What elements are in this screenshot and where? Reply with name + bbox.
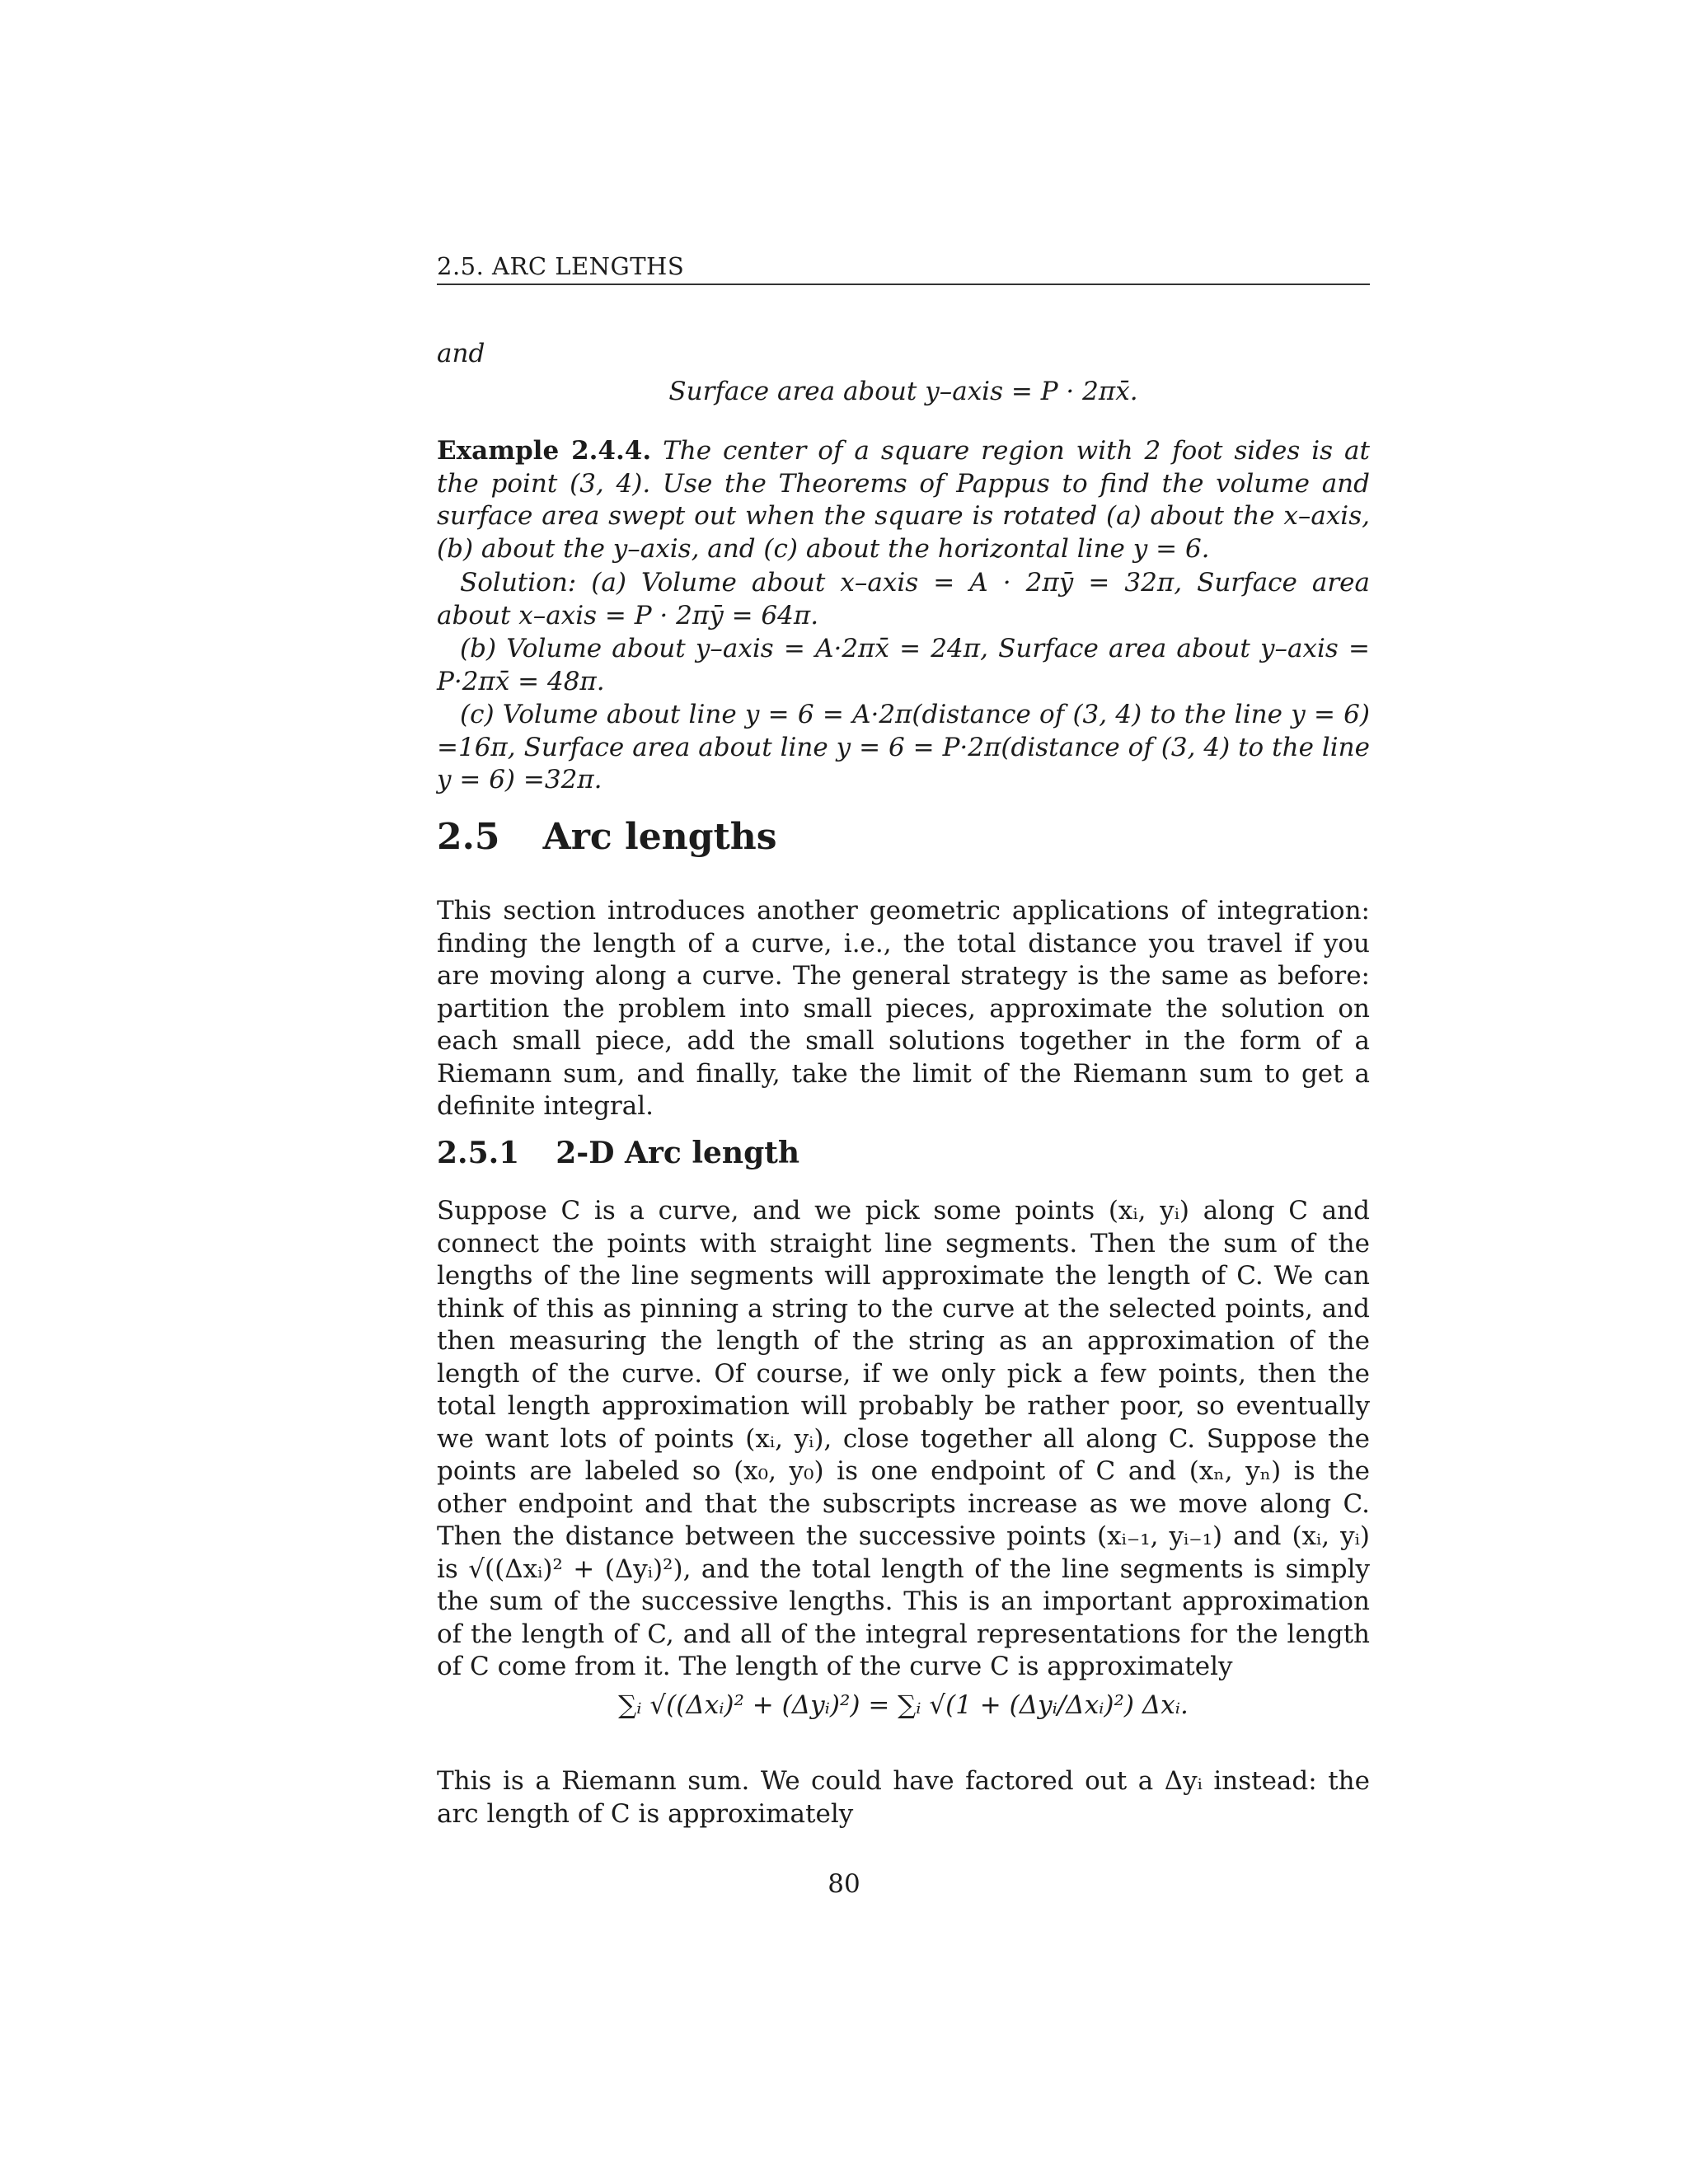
section-number: 2.5: [437, 816, 500, 858]
section-title: Arc lengths: [542, 816, 777, 858]
subsection-title: 2-D Arc length: [556, 1136, 800, 1170]
solution-b: (b) Volume about y–axis = A·2πx̄ = 24π, Surface area about y–axis = P·2πx̄ = 48π.: [437, 634, 1370, 696]
solution-a: Solution: (a) Volume about x–axis = A · 2πȳ = 32π, Surface area about x–axis = P · 2πȳ = 64π.: [437, 568, 1370, 630]
closing-paragraph: This is a Riemann sum. We could have factored out a Δyᵢ instead: the arc length of C is approximately: [437, 1766, 1370, 1829]
solution-c: (c) Volume about line y = 6 = A·2π(distance of (3, 4) to the line y = 6) =16π, Surface area about line y = 6 = P·2π(distance of (3, 4) to the line y = 6) =32π.: [437, 700, 1370, 794]
running-header: [437, 252, 1370, 285]
riemann-sum-formula: ∑ᵢ √((Δxᵢ)² + (Δyᵢ)²) = ∑ᵢ √(1 + (Δyᵢ/Δxᵢ)²) Δxᵢ.: [618, 1690, 1189, 1720]
example-label: Example 2.4.4.: [437, 436, 652, 466]
surface-area-formula: Surface area about y–axis = P · 2πx̄.: [668, 377, 1138, 406]
page-number: 80: [828, 1869, 860, 1899]
example-statement: The center of a square region with 2 foot sides is at the point (3, 4). Use the Theorems of Pappus to find the volume and surface area swept out when the square is rotated (a) about the x–axis, (b) about the y–axis, and (c) about the horizontal line y = 6.: [437, 436, 1370, 564]
running-title: 2.5. ARC LENGTHS: [437, 252, 685, 280]
subsection-paragraph: Suppose C is a curve, and we pick some points (xᵢ, yᵢ) along C and connect the points with straight line segments. Then the sum of the lengths of the line segments will approximate the length of C. We can think of this as pinning a string to the curve at the selected points, and then measuring the length of the string as an approximation of the length of the curve. Of course, if we only pick a few points, then the total length approximation will probably be rather poor, so eventually we want lots of points (xᵢ, yᵢ), close together all along C. Suppose the points are labeled so (x₀, y₀) is one endpoint of C and (xₙ, yₙ) is the other endpoint and that the subscripts increase as we move along C. Then the distance between the successive points (xᵢ₋₁, yᵢ₋₁) and (xᵢ, yᵢ) is √((Δxᵢ)² + (Δyᵢ)²), and the total length of the line segments is simply the sum of the successive lengths. This is an important approximation of the length of C, and all of the integral representations for the length of C come from it. The length of the curve C is approximately: [437, 1196, 1370, 1681]
subsection-heading: [437, 1137, 1370, 1170]
section-heading: [437, 816, 1370, 858]
subsection-number: 2.5.1: [437, 1136, 520, 1170]
section-paragraph: This section introduces another geometric applications of integration: finding the length of a curve, i.e., the total distance you travel if you are moving along a curve. The general strategy is the same as before: partition the problem into small pieces, approximate the solution on each small piece, add the small solutions together in the form of a Riemann sum, and finally, take the limit of the Riemann sum to get a definite integral.: [437, 896, 1370, 1121]
and-word: and: [437, 339, 485, 368]
example-block: [437, 435, 1370, 565]
